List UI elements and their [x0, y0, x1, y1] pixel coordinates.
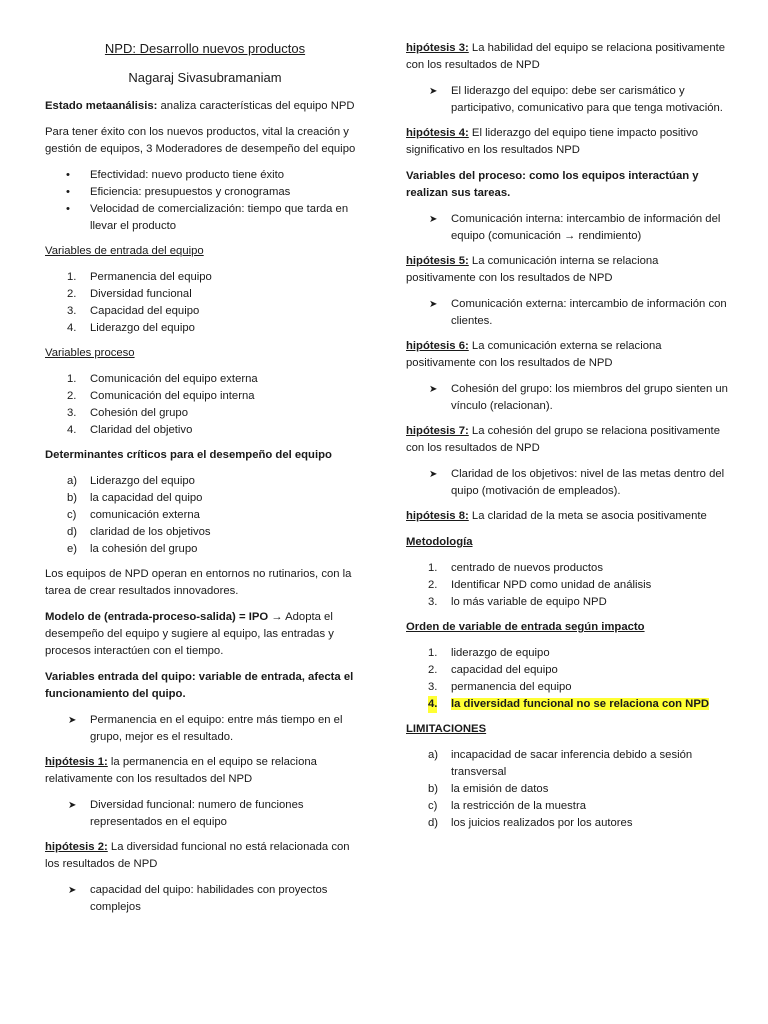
list-item: ➤ Permanencia en el equipo: entre más tiempo en el grupo, mejor es el resultado. — [68, 714, 343, 743]
list-item-highlighted: 4. la diversidad funcional no se relaciona con NPD — [406, 696, 731, 713]
list-item: 1. Permanencia del equipo — [67, 271, 212, 283]
entrada-heading: Variables de entrada del equipo — [45, 245, 204, 257]
orden-list — [406, 645, 731, 713]
estado-paragraph: Estado metaanálisis: analiza características del equipo NPD — [45, 100, 355, 112]
hipotesis-1: hipótesis 1: la permanencia en el equipo se relaciona relativamente con los resultados del NPD — [45, 756, 317, 785]
left-column — [45, 40, 365, 924]
diversidad-list — [45, 797, 365, 831]
hipotesis-3: hipótesis 3: La habilidad del equipo se relaciona positivamente con los resultados de NPD — [406, 42, 726, 71]
hipotesis-4: hipótesis 4: El liderazgo del equipo tiene impacto positivo significativo en los resultados NPD — [406, 127, 698, 156]
capacidad-list — [45, 882, 365, 916]
list-item: c) la restricción de la muestra — [428, 800, 586, 812]
orden-heading: Orden de variable de entrada según impacto — [406, 621, 645, 633]
hipotesis-8: hipótesis 8: La claridad de la meta se asocia positivamente — [406, 510, 707, 522]
com-externa-list — [406, 296, 731, 330]
list-item: 4. Claridad del objetivo — [67, 424, 193, 436]
list-item: ➤ Comunicación externa: intercambio de información con clientes. — [429, 298, 727, 327]
claridad-list — [406, 466, 731, 500]
list-item: 1. centrado de nuevos productos — [428, 562, 603, 574]
moderadores-list — [45, 167, 365, 235]
list-item: ➤ capacidad del quipo: habilidades con proyectos complejos — [68, 884, 328, 913]
permanencia-list — [45, 712, 365, 746]
list-item: 3. Capacidad del equipo — [67, 305, 200, 317]
determinantes-heading: Determinantes críticos para el desempeño del equipo — [45, 449, 332, 461]
list-item: ➤ Comunicación interna: intercambio de información del equipo (comunicación → rendimiento) — [429, 213, 721, 242]
list-item: 2. Comunicación del equipo interna — [67, 390, 255, 402]
list-item: 3. Cohesión del grupo — [67, 407, 188, 419]
limitaciones-heading: LIMITACIONES — [406, 723, 487, 735]
entornos-paragraph: Los equipos de NPD operan en entornos no rutinarios, con la tarea de crear resultados innovadores. — [45, 568, 352, 597]
proceso-list — [45, 371, 365, 439]
hipotesis-6: hipótesis 6: La comunicación externa se relaciona positivamente con los resultados de NPD — [406, 340, 662, 369]
var-proceso-heading: Variables del proceso: como los equipos interactúan y realizan sus tareas. — [406, 170, 699, 199]
var-entrada-heading: Variables entrada del quipo: variable de entrada, afecta el funcionamiento del quipo. — [45, 671, 354, 700]
entrada-list — [45, 269, 365, 337]
liderazgo-list — [406, 83, 731, 117]
list-item: • Velocidad de comercialización: tiempo que tarda en llevar el producto — [66, 203, 349, 232]
list-item: a) incapacidad de sacar inferencia debido a sesión transversal — [428, 749, 693, 778]
metodologia-heading: Metodología — [406, 536, 473, 548]
list-item: • Eficiencia: presupuestos y cronogramas — [66, 186, 291, 198]
list-item: ➤ Claridad de los objetivos: nivel de las metas dentro del quipo (motivación de empleados). — [429, 468, 725, 497]
list-item: c) comunicación externa — [67, 509, 200, 521]
list-item: ➤ El liderazgo del equipo: debe ser carismático y participativo, comunicativo para que tenga motivación. — [429, 85, 723, 114]
list-item: a) Liderazgo del equipo — [67, 475, 195, 487]
com-interna-list — [406, 211, 731, 245]
list-item: d) claridad de los objetivos — [67, 526, 211, 538]
list-item: 2. capacidad del equipo — [428, 664, 558, 676]
author-name: Nagaraj Sivasubramaniam — [128, 70, 282, 85]
list-item: b) la emisión de datos — [428, 783, 549, 795]
intro-paragraph: Para tener éxito con los nuevos productos, vital la creación y gestión de equipos, 3 Moderadores de desempeño del equipo — [45, 126, 356, 155]
list-item: • Efectividad: nuevo producto tiene éxito — [66, 169, 285, 181]
hipotesis-5: hipótesis 5: La comunicación interna se relaciona positivamente con los resultados de NPD — [406, 255, 659, 284]
cohesion-list — [406, 381, 731, 415]
list-item: 3. lo más variable de equipo NPD — [428, 596, 607, 608]
list-item: 4. Liderazgo del equipo — [67, 322, 195, 334]
list-item: d) los juicios realizados por los autores — [428, 817, 633, 829]
list-item: 2. Diversidad funcional — [67, 288, 192, 300]
list-item: e) la cohesión del grupo — [67, 543, 198, 555]
determinantes-list — [45, 473, 365, 558]
metodologia-list — [406, 560, 731, 611]
hipotesis-7: hipótesis 7: La cohesión del grupo se relaciona positivamente con los resultados de NPD — [406, 425, 720, 454]
list-item: 1. Comunicación del equipo externa — [67, 373, 258, 385]
list-item: 3. permanencia del equipo — [428, 681, 572, 693]
right-column — [406, 40, 731, 840]
list-item: b) la capacidad del quipo — [67, 492, 203, 504]
hipotesis-2: hipótesis 2: La diversidad funcional no está relacionada con los resultados de NPD — [45, 841, 350, 870]
list-item: ➤ Cohesión del grupo: los miembros del grupo sienten un vínculo (relacionan). — [429, 383, 728, 412]
ipo-paragraph: Modelo de (entrada-proceso-salida) = IPO → Adopta el desempeño del equipo y sugiere al equipo, las entradas y procesos interactúen con el tiempo. — [45, 611, 334, 657]
list-item: ➤ Diversidad funcional: numero de funciones representados en el equipo — [68, 799, 304, 828]
document-title: NPD: Desarrollo nuevos productos — [104, 41, 306, 56]
list-item: 1. liderazgo de equipo — [428, 647, 550, 659]
proceso-heading: Variables proceso — [45, 347, 135, 359]
list-item: 2. Identificar NPD como unidad de análisis — [428, 579, 652, 591]
limitaciones-list — [406, 747, 731, 832]
